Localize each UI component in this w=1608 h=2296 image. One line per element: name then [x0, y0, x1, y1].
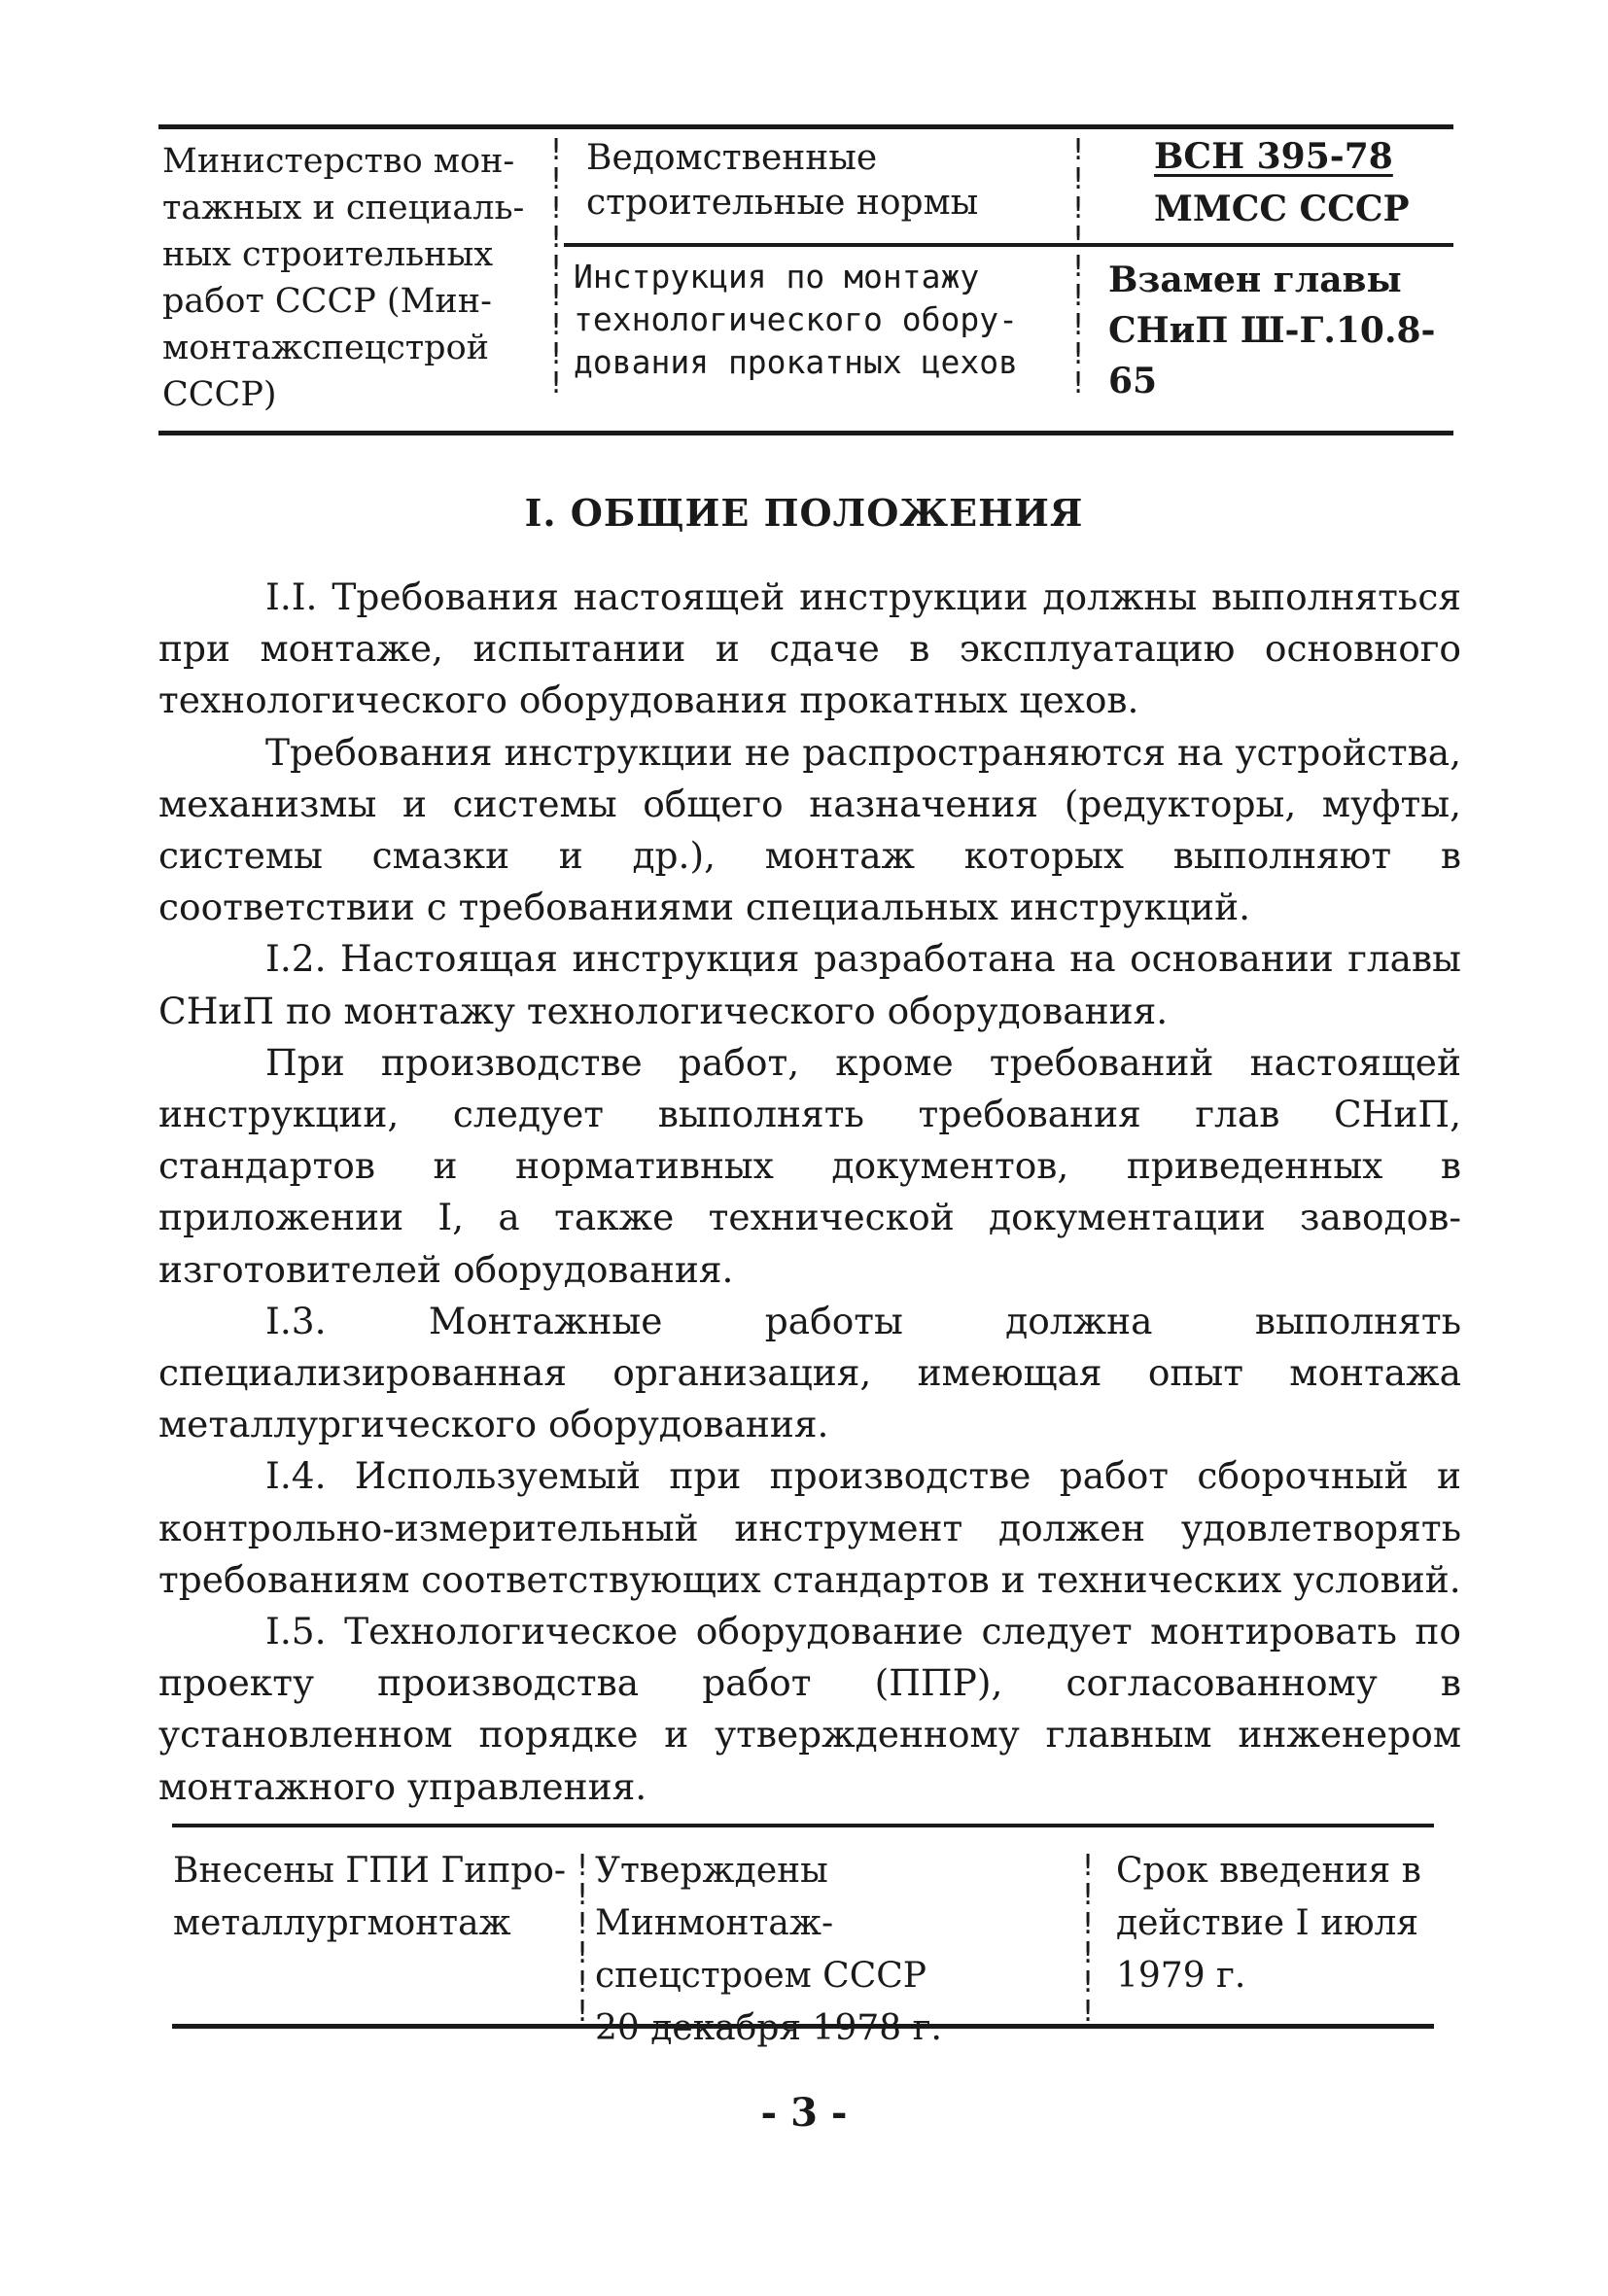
paragraph-1-4: I.4. Используемый при производстве работ сборочный и контрольно-измерительный инструмент должен удовлетворять требованиям соответствующих стандартов и технических условий. — [158, 1454, 1461, 1601]
ministry-cell: Министерство мон- тажных и специаль- ных строительных работ СССР (Мин- монтажспецстрой СССР) — [162, 142, 525, 414]
header-bottom-rule — [158, 431, 1453, 435]
header-separator-2: ! ! ! ! ! ! ! ! ! — [1069, 133, 1088, 400]
body-text — [158, 572, 1461, 1813]
section-heading: I. ОБЩИЕ ПОЛОЖЕНИЯ — [524, 491, 1084, 535]
header-separator-1: ! ! ! ! ! ! ! ! ! — [547, 133, 566, 400]
paragraph-1-5: I.5. Технологическое оборудование следует монтировать по проекту производства работ (ППР), согласованному в установленном порядке и утвержденному главным инженером монтажного управления. — [158, 1610, 1461, 1808]
ministry-code: ММСС СССР — [1154, 189, 1410, 229]
instruction-title-cell: Инструкция по монтажу технологического обору- дования прокатных цехов — [574, 258, 1018, 381]
header-top-rule — [158, 124, 1453, 129]
paragraph-1-1: I.I. Требования настоящей инструкции должны выполняться при монтаже, испытании и сдаче в эксплуатацию основного технологического оборудования прокатных цехов. — [158, 575, 1461, 722]
page-number: - 3 - — [760, 2090, 848, 2136]
footer-separator-1: ! ! ! ! ! ! — [574, 1849, 592, 2029]
submitted-by: Внесены ГПИ Гипро- металлургмонтаж — [173, 1851, 567, 1943]
header-middle-rule — [564, 243, 1453, 247]
norm-code: ВСН 395-78 — [1154, 136, 1393, 177]
footer-top-rule — [172, 1824, 1434, 1827]
paragraph-1-3: I.3. Монтажные работы должна выполнять специализированная организация, имеющая опыт монтажа металлургического оборудования. — [158, 1299, 1461, 1446]
footer-separator-2: ! ! ! ! ! ! — [1079, 1849, 1098, 2029]
paragraph-1-2-note: При производстве работ, кроме требований настоящей инструкции, следует выполнять требования глав СНиП, стандартов и нормативных документов, приведенных в приложении I, а также технической документации заводов-изготовителей оборудования. — [158, 1040, 1461, 1291]
approved-by: Утверждены Минмонтаж- спецстроем СССР 20 декабря 1978 г. — [595, 1851, 942, 2048]
effective-date: Срок введения в действие I июля 1979 г. — [1116, 1851, 1421, 1996]
paragraph-1-2: I.2. Настоящая инструкция разработана на основании главы СНиП по монтажу технологического оборудования. — [158, 937, 1461, 1032]
paragraph-1-1-note: Требования инструкции не распространяются на устройства, механизмы и системы общего назначения (редукторы, муфты, системы смазки и др.), монтаж которых выполняют в соответствии с требованиями специальных инструкций. — [158, 730, 1461, 929]
norm-type-cell: Ведомственные строительные нормы — [586, 138, 979, 223]
replaces-cell: Взамен главы СНиП Ш-Г.10.8-65 — [1108, 260, 1436, 401]
